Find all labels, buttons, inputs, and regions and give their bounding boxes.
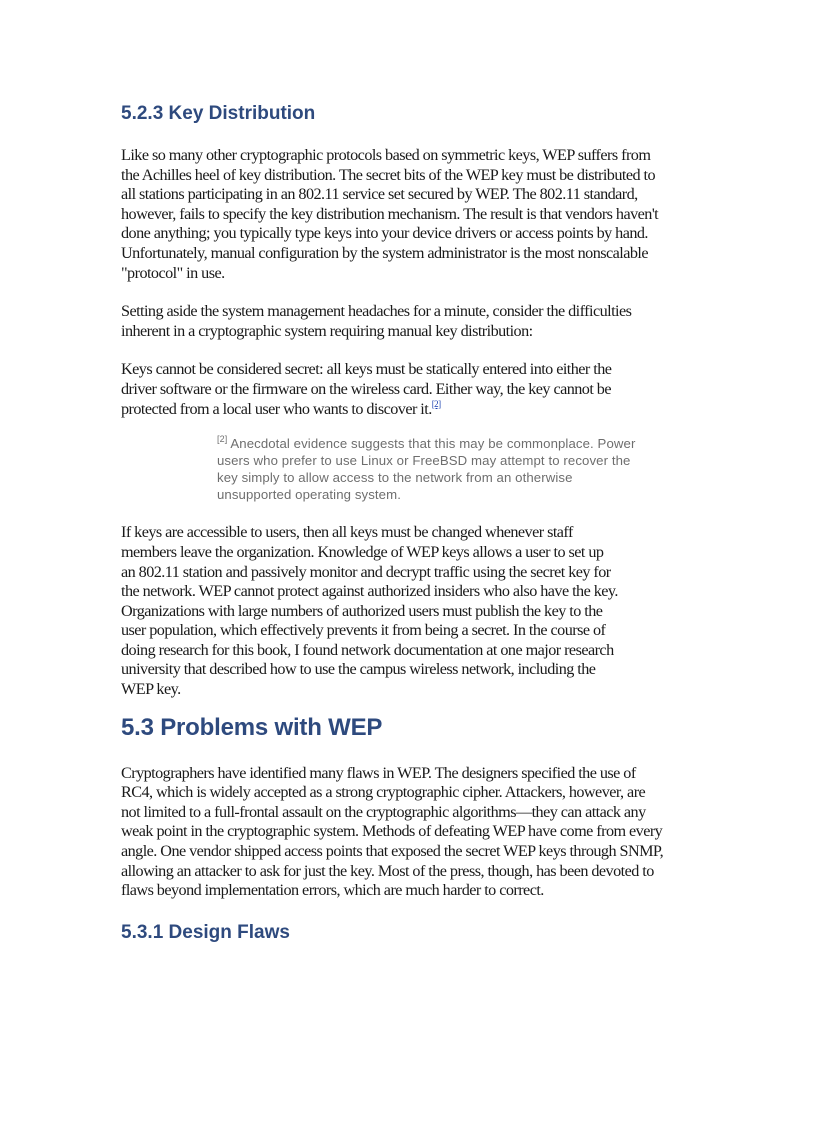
paragraph-problems-with-wep: Cryptographers have identified many flaws in WEP. The designers specified the use of RC4, which is widely accepted as a strong cryptographic cipher. Attackers, however, are not limited to a full-frontal assault on the cryptographic algorithms—they can attack any weak point in the cryptographic system. Methods of defeating WEP have come from every angle. One vendor shipped access points that exposed the secret WEP keys through SNMP, allowing an attacker to ask for just the key. Most of the press, though, has been devoted to flaws beyond implementation errors, which are much harder to correct. [121, 763, 664, 900]
list-item-keys-not-secret [121, 360, 621, 419]
heading-5-3-1: 5.3.1 Design Flaws [121, 921, 290, 943]
list-item-keys-accessible: If keys are accessible to users, then all keys must be changed whenever staff members leave the organization. Knowledge of WEP keys allows a user to set up an 802.11 station and passively monitor and decrypt traffic using the secret key for the network. WEP cannot protect against authorized insiders who also have the key. [121, 523, 618, 601]
heading-5-2-3: 5.2.3 Key Distribution [121, 103, 316, 124]
footnote-text: Anecdotal evidence suggests that this may be commonplace. Power users who prefer to use Linux or FreeBSD may attempt to recover the key simply to allow access to the network from an otherwise unsupported operating system. [217, 436, 636, 502]
heading-5-3: 5.3 Problems with WEP [121, 713, 383, 741]
footnote [217, 436, 637, 503]
footnote-reference-link[interactable]: [2] [431, 398, 441, 409]
document-page [121, 100, 666, 947]
paragraph-key-distribution-intro: Like so many other cryptographic protocols based on symmetric keys, WEP suffers from the Achilles heel of key distribution. The secret bits of the WEP key must be distributed to all stations participating in an 802.11 service set secured by WEP. The 802.11 standard, however, fails to specify the key distribution mechanism. The result is that vendors haven't done anything; you typically type keys into your device drivers or access points by hand. Unfortunately, manual configuration by the system administrator is the most nonscalable "protocol" in use. [121, 146, 659, 282]
paragraph-difficulties-intro: Setting aside the system management headaches for a minute, consider the difficulties inherent in a cryptographic system requiring manual key distribution: [121, 302, 632, 340]
list-item-publish-key: Organizations with large numbers of authorized users must publish the key to the user population, which effectively prevents it from being a secret. In the course of doing research for this book, I found network documentation at one major research university that described how to use the campus wireless network, including the WEP key. [121, 601, 614, 699]
footnote-marker: [2] [217, 434, 228, 445]
list-item-text: Keys cannot be considered secret: all keys must be statically entered into either the driver software or the firmware on the wireless card. Either way, the key cannot be protected from a local user who wants to discover it. [121, 360, 612, 418]
